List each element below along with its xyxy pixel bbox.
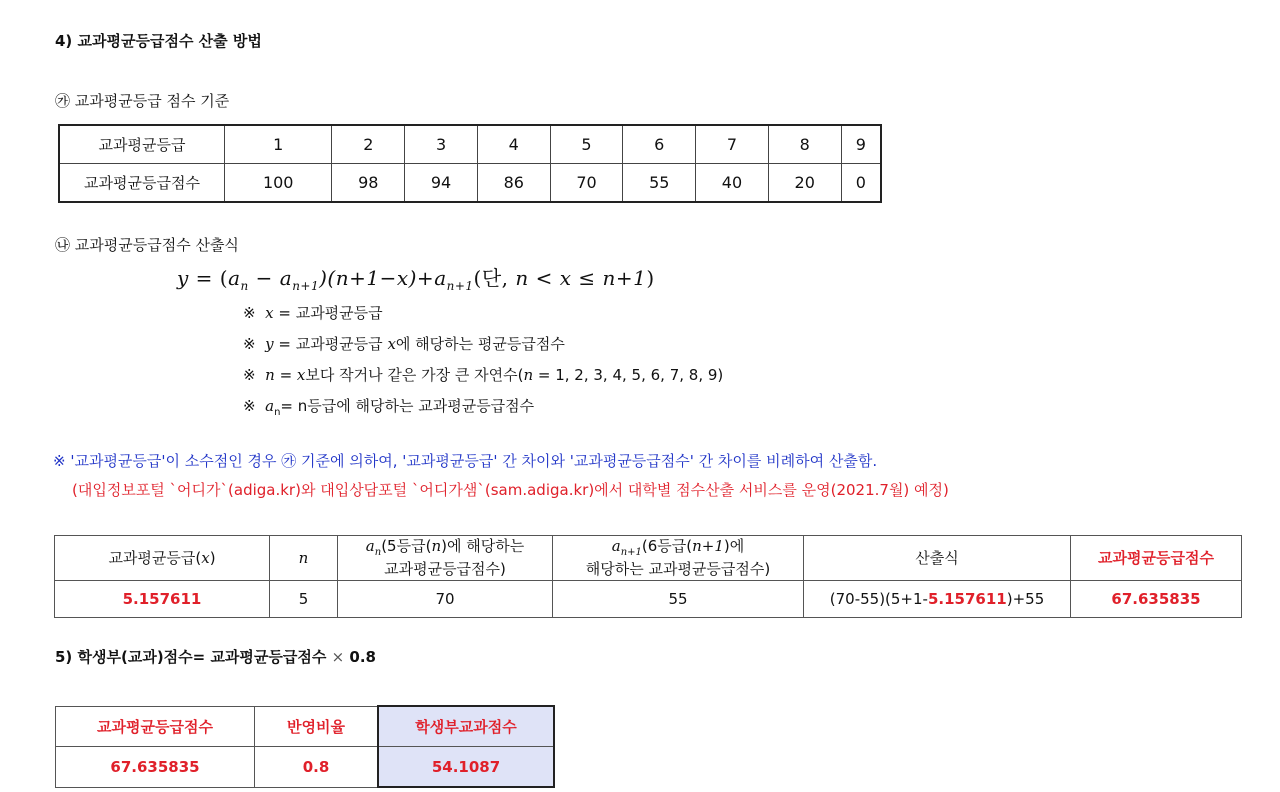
note-var: a bbox=[265, 397, 275, 415]
note-var: n bbox=[523, 366, 534, 384]
final-value-result: 54.1087 bbox=[378, 747, 554, 788]
note-var: n bbox=[265, 366, 275, 384]
score-row bbox=[59, 164, 881, 203]
calc-header-row bbox=[55, 536, 1242, 581]
grade-cell: 7 bbox=[696, 125, 769, 164]
note-text: = bbox=[274, 366, 297, 384]
calculation-table bbox=[54, 535, 1242, 618]
note-text: = n등급에 해당하는 교과평균등급점수 bbox=[280, 397, 535, 415]
formula-a2: a bbox=[279, 266, 293, 290]
grade-cell: 8 bbox=[768, 125, 841, 164]
grade-cell: 2 bbox=[332, 125, 405, 164]
score-cell: 40 bbox=[696, 164, 769, 203]
note-text: = 1, 2, 3, 4, 5, 6, 7, 8, 9) bbox=[533, 366, 724, 384]
formula-y: y bbox=[177, 266, 189, 290]
grade-cell: 4 bbox=[477, 125, 550, 164]
formula-cond-close: ) bbox=[646, 266, 655, 290]
formula-minus: − bbox=[248, 266, 280, 290]
section-5-title bbox=[55, 646, 376, 667]
grade-cell: 9 bbox=[841, 125, 881, 164]
formula-a3: a bbox=[434, 266, 447, 290]
note-var: y bbox=[265, 335, 274, 353]
note-a bbox=[243, 395, 534, 418]
section-4-title: 4) 교과평균등급점수 산출 방법 bbox=[55, 32, 262, 50]
calc-header-score: 교과평균등급점수 bbox=[1071, 536, 1242, 581]
grade-row bbox=[59, 125, 881, 164]
calc-header-an1: $a_{n+1}(6$등급(n+1)에 해당하는 교과평균등급점수) bbox=[553, 536, 804, 581]
section-5-text: 5) 학생부(교과)점수= 교과평균등급점수 bbox=[55, 648, 332, 666]
formula-cond: n < x ≤ n+1 bbox=[515, 266, 647, 290]
calc-value-an1: 55 bbox=[553, 581, 804, 618]
note-mark: ※ bbox=[243, 335, 256, 353]
subheading-grade-score-criteria: ㉮ 교과평균등급 점수 기준 bbox=[55, 92, 230, 110]
remark-blue: ※ '교과평균등급'이 소수점인 경우 ㉮ 기준에 의하여, '교과평균등급' 간 차이와 '교과평균등급점수' 간 차이를 비례하여 산출함. bbox=[53, 452, 878, 470]
note-var: x bbox=[296, 366, 306, 384]
grade-score-table bbox=[58, 124, 882, 203]
score-cell: 86 bbox=[477, 164, 550, 203]
final-score-table bbox=[55, 705, 555, 788]
score-cell: 98 bbox=[332, 164, 405, 203]
note-n bbox=[243, 364, 723, 385]
final-header-result: 학생부교과점수 bbox=[378, 706, 554, 747]
calc-value-row bbox=[55, 581, 1242, 618]
calc-value-grade: 5.157611 bbox=[55, 581, 270, 618]
note-mark: ※ bbox=[243, 366, 256, 384]
calc-header-formula: 산출식 bbox=[804, 536, 1071, 581]
note-mark: ※ bbox=[243, 397, 256, 415]
note-y bbox=[243, 333, 565, 354]
final-value-score: 67.635835 bbox=[56, 747, 255, 788]
grade-row-label: 교과평균등급 bbox=[59, 125, 225, 164]
remark-red: (대입정보포털 `어디가`(adiga.kr)와 대입상담포털 `어디가샘`(sam.adiga.kr)에서 대학별 점수산출 서비스를 운영(2021.7월) 예정) bbox=[72, 481, 949, 499]
calc-value-an: 70 bbox=[338, 581, 553, 618]
note-var: x bbox=[387, 335, 396, 353]
times-symbol: × bbox=[331, 648, 345, 666]
score-cell: 0 bbox=[841, 164, 881, 203]
note-mark: ※ bbox=[243, 304, 256, 322]
note-x bbox=[243, 302, 383, 323]
formula-sub-np1-2: n+1 bbox=[446, 279, 474, 293]
score-cell: 94 bbox=[405, 164, 478, 203]
note-text: = 교과평균등급 bbox=[273, 335, 388, 353]
final-header-score: 교과평균등급점수 bbox=[56, 706, 255, 747]
subheading-formula: ㉯ 교과평균등급점수 산출식 bbox=[55, 236, 239, 254]
note-text: 보다 작거나 같은 가장 큰 자연수( bbox=[305, 366, 524, 384]
calc-header-grade: 교과평균등급(x) bbox=[55, 536, 270, 581]
calc-value-n: 5 bbox=[270, 581, 338, 618]
note-text: = 교과평균등급 bbox=[273, 304, 383, 322]
final-value-ratio: 0.8 bbox=[255, 747, 379, 788]
grade-cell: 6 bbox=[623, 125, 696, 164]
grade-cell: 3 bbox=[405, 125, 478, 164]
score-cell: 70 bbox=[550, 164, 623, 203]
score-cell: 100 bbox=[225, 164, 332, 203]
score-cell: 20 bbox=[768, 164, 841, 203]
final-value-row bbox=[56, 747, 555, 788]
score-cell: 55 bbox=[623, 164, 696, 203]
note-text: 에 해당하는 평균등급점수 bbox=[395, 335, 565, 353]
formula-cond-open: (단, bbox=[473, 266, 516, 290]
grade-cell: 1 bbox=[225, 125, 332, 164]
formula-eq: = ( bbox=[188, 266, 229, 290]
final-header-ratio: 반영비율 bbox=[255, 706, 379, 747]
formula-a: a bbox=[228, 266, 241, 290]
formula-mid: )(n+1−x)+ bbox=[319, 266, 435, 290]
note-var: x bbox=[265, 304, 274, 322]
calc-value-score: 67.635835 bbox=[1071, 581, 1242, 618]
calc-header-an: $a_n(5$등급(n)에 해당하는 교과평균등급점수) bbox=[338, 536, 553, 581]
formula-sub-n: n bbox=[240, 279, 249, 293]
section-5-factor: 0.8 bbox=[344, 648, 376, 666]
calc-header-n: n bbox=[270, 536, 338, 581]
final-header-row bbox=[56, 706, 555, 747]
grade-cell: 5 bbox=[550, 125, 623, 164]
note-sub: n bbox=[274, 407, 281, 418]
score-row-label: 교과평균등급점수 bbox=[59, 164, 225, 203]
calc-value-formula: (70-55)(5+1-5.157611)+55 bbox=[804, 581, 1071, 618]
formula-sub-np1: n+1 bbox=[292, 279, 320, 293]
score-formula bbox=[177, 262, 655, 293]
